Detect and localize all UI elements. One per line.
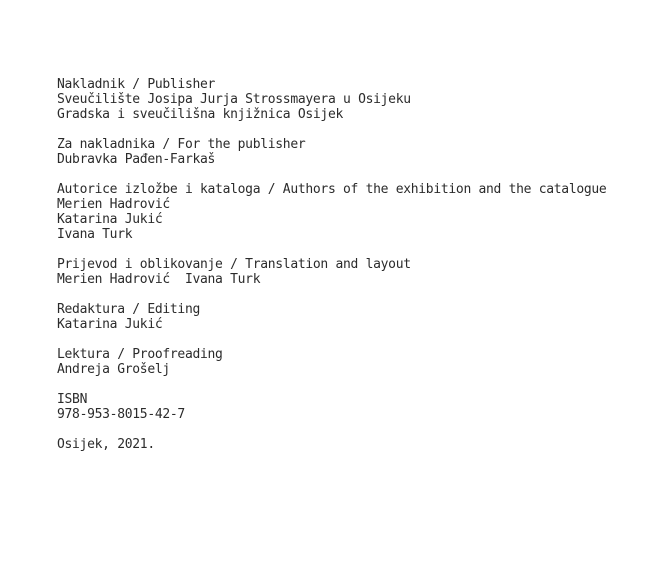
isbn-heading: ISBN: [57, 392, 88, 407]
authors-block: [57, 182, 617, 242]
publisher-block: [57, 77, 617, 122]
proofreading-heading: Lektura / Proofreading: [57, 347, 223, 362]
translation-block: [57, 257, 617, 287]
place-date-block: [57, 437, 617, 452]
authors-heading: Autorice izložbe i kataloga / Authors of the exhibition and the catalogue: [57, 182, 607, 197]
colophon: [57, 77, 617, 467]
author-name: Katarina Jukić: [57, 212, 163, 227]
proofreading-block: [57, 347, 617, 377]
translation-heading: Prijevod i oblikovanje / Translation and layout: [57, 257, 411, 272]
for-publisher-block: [57, 137, 617, 167]
for-publisher-name: Dubravka Pađen-Farkaš: [57, 152, 216, 167]
for-publisher-heading: Za nakladnika / For the publisher: [57, 137, 306, 152]
publisher-line: Gradska i sveučilišna knjižnica Osijek: [57, 107, 344, 122]
editor-name: Katarina Jukić: [57, 317, 163, 332]
publisher-line: Sveučilište Josipa Jurja Strossmayera u Osijeku: [57, 92, 411, 107]
translation-names: Merien Hadrović Ivana Turk: [57, 272, 261, 287]
isbn-number: 978-953-8015-42-7: [57, 407, 185, 422]
author-name: Merien Hadrović: [57, 197, 170, 212]
isbn-block: [57, 392, 617, 422]
proofreader-name: Andreja Grošelj: [57, 362, 170, 377]
publisher-heading: Nakladnik / Publisher: [57, 77, 216, 92]
place-date: Osijek, 2021.: [57, 437, 155, 452]
editing-block: [57, 302, 617, 332]
author-name: Ivana Turk: [57, 227, 133, 242]
editing-heading: Redaktura / Editing: [57, 302, 201, 317]
